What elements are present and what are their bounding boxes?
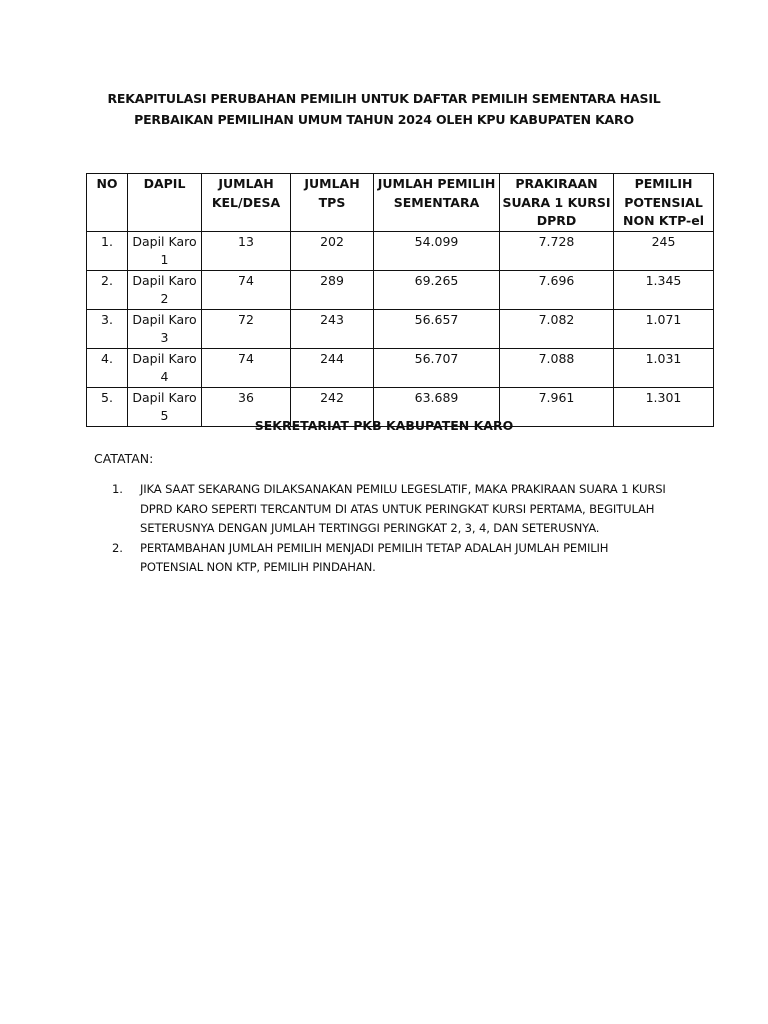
- cell-dapil: Dapil Karo 4: [128, 348, 202, 387]
- cell-pemilih-potensial: 245: [614, 231, 714, 270]
- header-jumlah-pemilih-sementara: JUMLAH PEMILIH SEMENTARA: [374, 174, 500, 232]
- cell-pemilih-sementara: 56.707: [374, 348, 500, 387]
- table-row: [87, 309, 714, 348]
- cell-pemilih-sementara: 69.265: [374, 270, 500, 309]
- title-line-1: REKAPITULASI PERUBAHAN PEMILIH UNTUK DAFTAR PEMILIH SEMENTARA HASIL: [107, 91, 661, 106]
- title-line-2: PERBAIKAN PEMILIHAN UMUM TAHUN 2024 OLEH KPU KABUPATEN KARO: [134, 112, 634, 127]
- cell-prakiraan-suara: 7.082: [500, 309, 614, 348]
- header-prakiraan-suara: PRAKIRAAN SUARA 1 KURSI DPRD: [500, 174, 614, 232]
- notes-list: [112, 480, 672, 578]
- cell-no: 5.: [87, 387, 128, 426]
- cell-tps: 244: [291, 348, 374, 387]
- table-row: [87, 348, 714, 387]
- cell-prakiraan-suara: 7.728: [500, 231, 614, 270]
- header-pemilih-potensial: PEMILIH POTENSIAL NON KTP-el: [614, 174, 714, 232]
- cell-prakiraan-suara: 7.088: [500, 348, 614, 387]
- header-no: NO: [87, 174, 128, 232]
- secretariat-label: SEKRETARIAT PKB KABUPATEN KARO: [254, 418, 514, 433]
- cell-dapil: Dapil Karo 1: [128, 231, 202, 270]
- cell-kel-desa: 74: [202, 348, 291, 387]
- list-item: [112, 539, 672, 578]
- note-number: 2.: [112, 540, 123, 555]
- table-header-row: [87, 174, 714, 232]
- cell-prakiraan-suara: 7.696: [500, 270, 614, 309]
- cell-pemilih-potensial: 1.071: [614, 309, 714, 348]
- note-text: PERTAMBAHAN JUMLAH PEMILIH MENJADI PEMILIH TETAP ADALAH JUMLAH PEMILIH POTENSIAL NON KTP, PEMILIH PINDAHAN.: [140, 540, 609, 574]
- list-item: [112, 480, 672, 539]
- table-row: [87, 231, 714, 270]
- note-number: 1.: [112, 482, 123, 496]
- cell-pemilih-sementara: 56.657: [374, 309, 500, 348]
- cell-dapil: Dapil Karo 5: [128, 387, 202, 426]
- cell-pemilih-potensial: 1.031: [614, 348, 714, 387]
- cell-pemilih-potensial: 1.301: [614, 387, 714, 426]
- note-text: JIKA SAAT SEKARANG DILAKSANAKAN PEMILU LEGESLATIF, MAKA PRAKIRAAN SUARA 1 KURSI DPRD KARO SEPERTI TERCANTUM DI ATAS UNTUK PERINGKAT KURSI PERTAMA, BEGITULAH SETERUSNYA DENGAN JUMLAH TERTINGGI PERINGKAT 2, 3, 4, DAN SETERUSNYA.: [140, 482, 666, 535]
- cell-kel-desa: 72: [202, 309, 291, 348]
- cell-no: 3.: [87, 309, 128, 348]
- cell-tps: 289: [291, 270, 374, 309]
- cell-no: 1.: [87, 231, 128, 270]
- cell-prakiraan-suara: 7.961: [500, 387, 614, 426]
- header-jumlah-kel-desa: JUMLAH KEL/DESA: [202, 174, 291, 232]
- cell-no: 2.: [87, 270, 128, 309]
- document-title: [100, 88, 668, 130]
- header-jumlah-tps: JUMLAH TPS: [291, 174, 374, 232]
- cell-tps: 242: [291, 387, 374, 426]
- cell-pemilih-sementara: 63.689: [374, 387, 500, 426]
- header-dapil: DAPIL: [128, 174, 202, 232]
- cell-kel-desa: 74: [202, 270, 291, 309]
- cell-dapil: Dapil Karo 2: [128, 270, 202, 309]
- cell-kel-desa: 36: [202, 387, 291, 426]
- cell-pemilih-sementara: 54.099: [374, 231, 500, 270]
- cell-no: 4.: [87, 348, 128, 387]
- notes-heading: CATATAN:: [94, 451, 154, 466]
- recap-table: [86, 173, 714, 427]
- cell-kel-desa: 13: [202, 231, 291, 270]
- cell-tps: 202: [291, 231, 374, 270]
- cell-dapil: Dapil Karo 3: [128, 309, 202, 348]
- cell-tps: 243: [291, 309, 374, 348]
- table-row: [87, 270, 714, 309]
- cell-pemilih-potensial: 1.345: [614, 270, 714, 309]
